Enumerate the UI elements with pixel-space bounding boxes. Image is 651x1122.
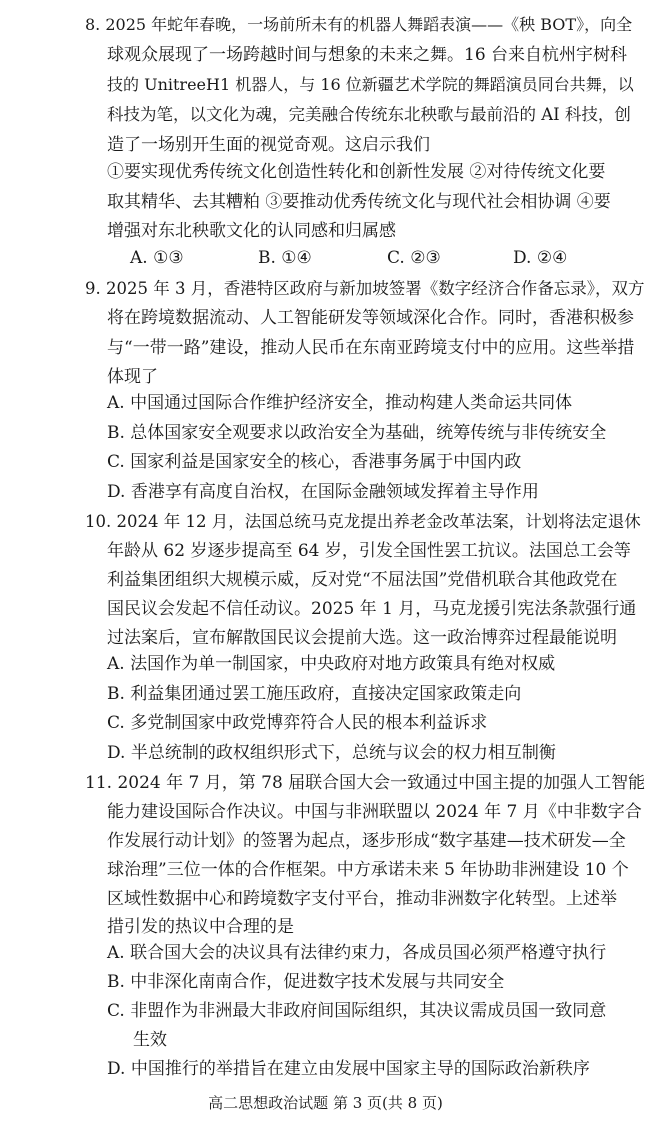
question-8-stem-line: 球观众展现了一场跨越时间与想象的未来之舞。16 台来自杭州宇树科 [107, 45, 628, 65]
question-11-stem-line: 能力建设国际合作决议。中国与非洲联盟以 2024 年 7 月《中非数字合 [107, 802, 642, 822]
question-9-stem-line: 与“一带一路”建设，推动人民币在东南亚跨境支付中的应用。这些举措 [107, 338, 635, 358]
question-11-option-d: D. 中国推行的举措旨在建立由发展中国家主导的国际政治新秩序 [107, 1059, 590, 1079]
page-footer: 高二思想政治试题 第 3 页(共 8 页) [208, 1094, 443, 1112]
question-10-option-d: D. 半总统制的政权组织形式下，总统与议会的权力相互制衡 [107, 743, 556, 763]
question-11-option-b: B. 中非深化南南合作，促进数字技术发展与共同安全 [107, 972, 505, 992]
question-10-stem-line: 10. 2024 年 12 月，法国总统马克龙提出养老金改革法案，计划将法定退休 [85, 512, 641, 531]
question-10-option-c: C. 多党制国家中政党博弈符合人民的根本利益诉求 [107, 713, 488, 733]
question-11-stem-line: 11. 2024 年 7 月，第 78 届联合国大会一致通过中国主提的加强人工智能 [85, 773, 646, 793]
question-9-stem-line: 体现了 [107, 367, 158, 387]
choice-c: C. ②③ [387, 248, 441, 268]
question-11-option-a: A. 联合国大会的决议具有法律约束力，各成员国必须严格遵守执行 [107, 943, 607, 963]
question-11-option-c-continued: 生效 [133, 1030, 167, 1050]
question-9-option-a: A. 中国通过国际合作维护经济安全，推动构建人类命运共同体 [107, 393, 573, 413]
question-8-stem-line: 技的 UnitreeH1 机器人，与 16 位新疆艺术学院的舞蹈演员同台共舞，以 [107, 75, 634, 94]
question-10-stem-line: 年龄从 62 岁逐步提高至 64 岁，引发全国性罢工抗议。法国总工会等 [107, 541, 631, 561]
question-8-stem-line: 造了一场别开生面的视觉奇观。这启示我们 [107, 135, 430, 155]
question-10-stem-line: 国民议会发起不信任动议。2025 年 1 月，马克龙援引宪法条款强行通 [107, 599, 637, 619]
question-10-option-a: A. 法国作为单一制国家，中央政府对地方政策具有绝对权威 [107, 654, 556, 674]
question-8-statement-line: 增强对东北秧歌文化的认同感和归属感 [107, 221, 396, 241]
question-8-choices [107, 248, 627, 268]
question-10-stem-line: 利益集团组织大规模示威，反对党“不屈法国”党借机联合其他政党在 [107, 570, 618, 590]
question-8-statement-line: 取其精华、去其糟粕 ③要推动优秀传统文化与现代社会相协调 ④要 [107, 192, 611, 212]
choice-a: A. ①③ [130, 248, 184, 268]
question-9-stem-line: 9. 2025 年 3 月，香港特区政府与新加坡签署《数字经济合作备忘录》，双方 [85, 279, 645, 298]
question-9-option-c: C. 国家利益是国家安全的核心，香港事务属于中国内政 [107, 452, 522, 472]
question-9-option-b: B. 总体国家安全观要求以政治安全为基础，统筹传统与非传统安全 [107, 423, 607, 443]
question-11-stem-line: 区域性数据中心和跨境数字支付平台，推动非洲数字化转型。上述举 [107, 889, 617, 909]
question-9-option-d: D. 香港享有高度自治权，在国际金融领域发挥着主导作用 [107, 482, 539, 502]
choice-d: D. ②④ [513, 248, 568, 268]
question-11-stem-line: 作发展行动计划》的签署为起点，逐步形成“数字基建—技术研发—全 [107, 831, 626, 851]
question-10-option-b: B. 利益集团通过罢工施压政府，直接决定国家政策走向 [107, 684, 522, 704]
question-8-stem-line: 科技为笔，以文化为魂，完美融合传统东北秧歌与最前沿的 AI 科技，创 [107, 105, 631, 124]
question-11-option-c: C. 非盟作为非洲最大非政府间国际组织，其决议需成员国一致同意 [107, 1001, 607, 1021]
choice-b: B. ①④ [258, 248, 312, 268]
question-10-stem-line: 过法案后，宣布解散国民议会提前大选。这一政治博弈过程最能说明 [107, 628, 617, 648]
question-8-stem-line: 8. 2025 年蛇年春晚，一场前所未有的机器人舞蹈表演——《秧 BOT》，向全 [85, 15, 633, 34]
question-11-stem-line: 球治理”三位一体的合作框架。中方承诺未来 5 年协助非洲建设 10 个 [107, 860, 629, 880]
question-8-statement-line: ①要实现优秀传统文化创造性转化和创新性发展 ②对待传统文化要 [107, 162, 606, 182]
question-11-stem-line: 措引发的热议中合理的是 [107, 917, 294, 937]
question-9-stem-line: 将在跨境数据流动、人工智能研发等领域深化合作。同时，香港积极参 [107, 308, 634, 328]
